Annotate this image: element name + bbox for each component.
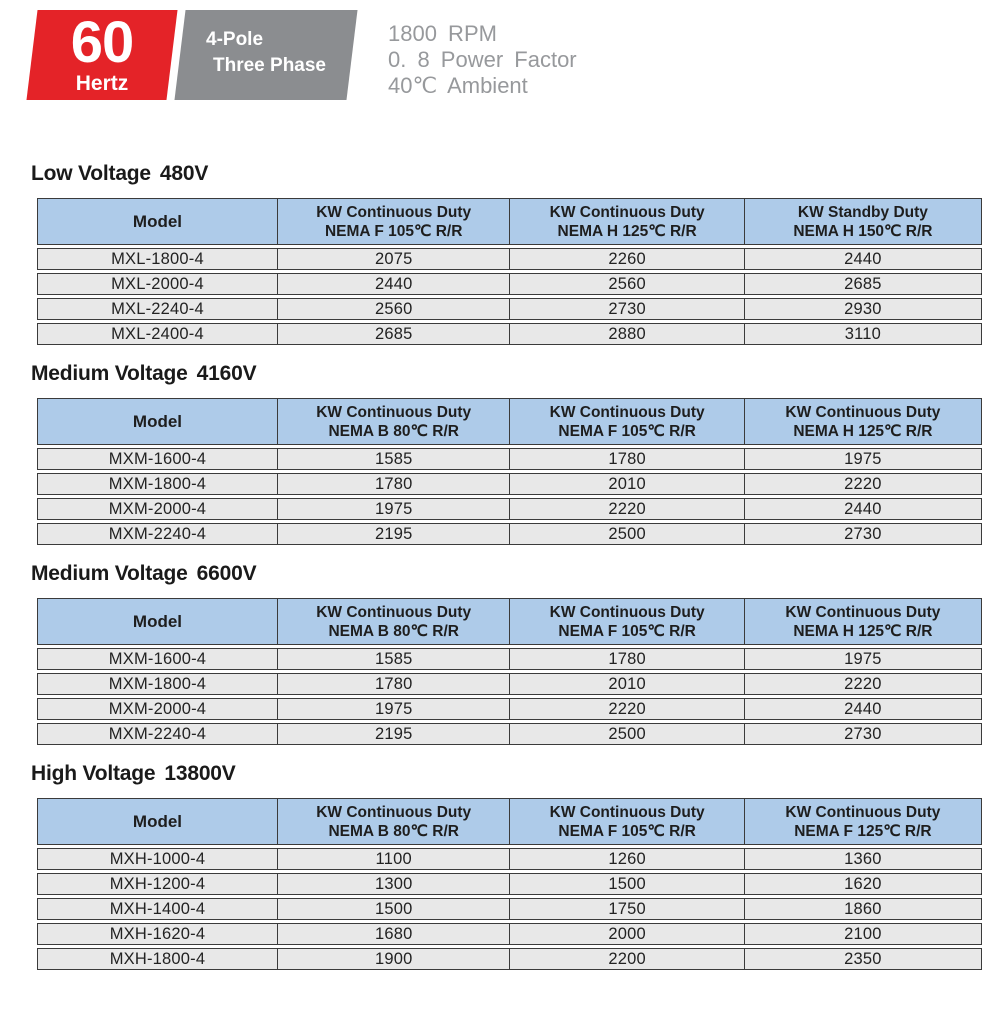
pole-phase-badge-content bbox=[180, 10, 352, 100]
header-row bbox=[37, 398, 982, 445]
tables-container bbox=[0, 162, 1005, 973]
section-title-voltage: 6600V bbox=[196, 562, 257, 585]
model-cell: MXL-2000-4 bbox=[37, 273, 278, 295]
kw-value-cell: 2440 bbox=[278, 273, 510, 295]
kw-value-cell: 2220 bbox=[745, 673, 982, 695]
table-row bbox=[37, 898, 982, 920]
model-cell: MXL-1800-4 bbox=[37, 248, 278, 270]
section-title bbox=[31, 762, 982, 786]
table-section-low-voltage-480v bbox=[31, 162, 982, 348]
kw-value-cell: 1780 bbox=[510, 648, 744, 670]
kw-value-cell: 1975 bbox=[278, 698, 510, 720]
model-cell: MXL-2240-4 bbox=[37, 298, 278, 320]
table-header bbox=[37, 398, 982, 445]
model-cell: MXL-2400-4 bbox=[37, 323, 278, 345]
model-cell: MXM-1600-4 bbox=[37, 448, 278, 470]
phase-label: Three Phase bbox=[213, 54, 326, 76]
kw-value-cell: 2685 bbox=[278, 323, 510, 345]
column-header-duty bbox=[278, 598, 510, 645]
model-cell: MXH-1000-4 bbox=[37, 848, 278, 870]
header-row bbox=[37, 798, 982, 845]
column-header-duty bbox=[278, 798, 510, 845]
section-title bbox=[31, 362, 982, 386]
header-line2: NEMA B 80℃ R/R bbox=[328, 422, 459, 440]
kw-value-cell: 2075 bbox=[278, 248, 510, 270]
model-cell: MXM-1600-4 bbox=[37, 648, 278, 670]
model-cell: MXM-1800-4 bbox=[37, 673, 278, 695]
kw-value-cell: 2195 bbox=[278, 523, 510, 545]
table-body bbox=[37, 248, 982, 345]
table-row bbox=[37, 848, 982, 870]
kw-value-cell: 2930 bbox=[745, 298, 982, 320]
header-line2: NEMA F 105℃ R/R bbox=[558, 822, 696, 840]
header-line1: Model bbox=[132, 212, 183, 231]
section-title bbox=[31, 162, 982, 186]
kw-value-cell: 2730 bbox=[745, 523, 982, 545]
kw-value-cell: 2010 bbox=[510, 673, 744, 695]
table-row bbox=[37, 698, 982, 720]
header-banner bbox=[0, 0, 1005, 104]
kw-value-cell: 1585 bbox=[278, 648, 510, 670]
kw-value-cell: 1585 bbox=[278, 448, 510, 470]
header-line1: KW Continuous Duty bbox=[549, 203, 705, 221]
table-body bbox=[37, 648, 982, 745]
header-line2: NEMA H 125℃ R/R bbox=[793, 622, 933, 640]
table-row bbox=[37, 323, 982, 345]
header-line1: KW Continuous Duty bbox=[316, 403, 472, 421]
table-row bbox=[37, 523, 982, 545]
kw-value-cell: 1975 bbox=[745, 448, 982, 470]
model-cell: MXM-2240-4 bbox=[37, 523, 278, 545]
model-cell: MXH-1200-4 bbox=[37, 873, 278, 895]
kw-value-cell: 2200 bbox=[510, 948, 744, 970]
model-cell: MXM-2000-4 bbox=[37, 498, 278, 520]
header-line1: KW Continuous Duty bbox=[785, 403, 941, 421]
section-title-label: Medium Voltage bbox=[31, 562, 188, 585]
kw-value-cell: 2195 bbox=[278, 723, 510, 745]
frequency-badge-content bbox=[32, 10, 172, 100]
kw-value-cell: 2220 bbox=[510, 498, 744, 520]
header-line2: NEMA F 105℃ R/R bbox=[558, 422, 696, 440]
kw-value-cell: 2730 bbox=[510, 298, 744, 320]
kw-value-cell: 1975 bbox=[278, 498, 510, 520]
header-line2: NEMA F 105℃ R/R bbox=[324, 222, 463, 240]
kw-value-cell: 1860 bbox=[745, 898, 982, 920]
kw-value-cell: 1750 bbox=[510, 898, 744, 920]
kw-value-cell: 2685 bbox=[745, 273, 982, 295]
header-line1: KW Continuous Duty bbox=[549, 603, 705, 621]
kw-value-cell: 1780 bbox=[510, 448, 744, 470]
kw-value-cell: 1500 bbox=[510, 873, 744, 895]
header-row bbox=[37, 598, 982, 645]
kw-value-cell: 1500 bbox=[278, 898, 510, 920]
column-header-duty bbox=[745, 398, 982, 445]
header-line2: NEMA H 150℃ R/R bbox=[793, 222, 933, 240]
column-header-duty bbox=[745, 198, 982, 245]
header-line1: KW Continuous Duty bbox=[549, 403, 705, 421]
header-line1: KW Continuous Duty bbox=[549, 803, 705, 821]
kw-value-cell: 2260 bbox=[510, 248, 744, 270]
table-header bbox=[37, 198, 982, 245]
table-row bbox=[37, 273, 982, 295]
column-header-model bbox=[37, 598, 278, 645]
kw-value-cell: 2440 bbox=[745, 698, 982, 720]
table-row bbox=[37, 298, 982, 320]
model-cell: MXH-1400-4 bbox=[37, 898, 278, 920]
kw-value-cell: 2880 bbox=[510, 323, 744, 345]
kw-value-cell: 2350 bbox=[745, 948, 982, 970]
kw-value-cell: 1900 bbox=[278, 948, 510, 970]
column-header-duty bbox=[510, 598, 744, 645]
table-section-medium-voltage-6600v bbox=[31, 562, 982, 748]
section-title-voltage: 480V bbox=[159, 162, 209, 185]
kw-value-cell: 2010 bbox=[510, 473, 744, 495]
ambient-text: 40℃ Ambient bbox=[388, 73, 528, 98]
kw-value-cell: 1620 bbox=[745, 873, 982, 895]
pole-phase-badge bbox=[174, 10, 357, 100]
kw-value-cell: 2560 bbox=[510, 273, 744, 295]
header-line1: Model bbox=[132, 412, 183, 431]
table-row bbox=[37, 673, 982, 695]
section-title bbox=[31, 562, 982, 586]
kw-value-cell: 2560 bbox=[278, 298, 510, 320]
power-factor-text: 0. 8 Power Factor bbox=[388, 47, 577, 72]
ratings-table-low-voltage-480v bbox=[37, 195, 982, 348]
header-line1: KW Continuous Duty bbox=[785, 803, 941, 821]
header-row bbox=[37, 198, 982, 245]
table-row bbox=[37, 648, 982, 670]
table-row bbox=[37, 473, 982, 495]
kw-value-cell: 2500 bbox=[510, 723, 744, 745]
header-line1: KW Standby Duty bbox=[797, 203, 928, 221]
table-row bbox=[37, 873, 982, 895]
header-line2: NEMA H 125℃ R/R bbox=[793, 422, 933, 440]
kw-value-cell: 2440 bbox=[745, 498, 982, 520]
header-line1: KW Continuous Duty bbox=[785, 603, 941, 621]
table-row bbox=[37, 248, 982, 270]
kw-value-cell: 2220 bbox=[510, 698, 744, 720]
column-header-model bbox=[37, 398, 278, 445]
model-cell: MXM-2240-4 bbox=[37, 723, 278, 745]
header-line1: Model bbox=[132, 812, 183, 831]
frequency-unit: Hertz bbox=[75, 72, 129, 96]
section-title-label: High Voltage bbox=[31, 762, 156, 785]
header-line1: KW Continuous Duty bbox=[316, 803, 472, 821]
header-line2: NEMA B 80℃ R/R bbox=[328, 822, 459, 840]
kw-value-cell: 2500 bbox=[510, 523, 744, 545]
ratings-table-medium-voltage-6600v bbox=[37, 595, 982, 748]
table-section-high-voltage-13800v bbox=[31, 762, 982, 973]
column-header-duty bbox=[510, 798, 744, 845]
column-header-model bbox=[37, 198, 278, 245]
table-body bbox=[37, 848, 982, 970]
kw-value-cell: 1975 bbox=[745, 648, 982, 670]
model-cell: MXH-1800-4 bbox=[37, 948, 278, 970]
section-title-label: Medium Voltage bbox=[31, 362, 188, 385]
column-header-duty bbox=[745, 598, 982, 645]
table-row bbox=[37, 948, 982, 970]
table-body bbox=[37, 448, 982, 545]
table-row bbox=[37, 723, 982, 745]
kw-value-cell: 2000 bbox=[510, 923, 744, 945]
kw-value-cell: 1780 bbox=[278, 473, 510, 495]
section-title-voltage: 13800V bbox=[164, 762, 236, 785]
kw-value-cell: 2440 bbox=[745, 248, 982, 270]
frequency-badge bbox=[26, 10, 177, 100]
kw-value-cell: 1300 bbox=[278, 873, 510, 895]
kw-value-cell: 1780 bbox=[278, 673, 510, 695]
table-section-medium-voltage-4160v bbox=[31, 362, 982, 548]
header-line2: NEMA B 80℃ R/R bbox=[328, 622, 459, 640]
model-cell: MXH-1620-4 bbox=[37, 923, 278, 945]
kw-value-cell: 1680 bbox=[278, 923, 510, 945]
section-title-voltage: 4160V bbox=[196, 362, 257, 385]
kw-value-cell: 1100 bbox=[278, 848, 510, 870]
header-line2: NEMA F 125℃ R/R bbox=[794, 822, 932, 840]
ratings-table-medium-voltage-4160v bbox=[37, 395, 982, 548]
table-row bbox=[37, 498, 982, 520]
column-header-duty bbox=[510, 198, 744, 245]
kw-value-cell: 2100 bbox=[745, 923, 982, 945]
header-line2: NEMA F 105℃ R/R bbox=[558, 622, 696, 640]
frequency-value: 60 bbox=[70, 9, 134, 75]
section-title-label: Low Voltage bbox=[31, 162, 151, 185]
column-header-duty bbox=[745, 798, 982, 845]
header-line1: KW Continuous Duty bbox=[316, 603, 472, 621]
header-line1: KW Continuous Duty bbox=[316, 203, 472, 221]
table-row bbox=[37, 923, 982, 945]
column-header-duty bbox=[510, 398, 744, 445]
rpm-text: 1800 RPM bbox=[388, 21, 497, 46]
model-cell: MXM-1800-4 bbox=[37, 473, 278, 495]
column-header-duty bbox=[278, 198, 510, 245]
column-header-model bbox=[37, 798, 278, 845]
table-header bbox=[37, 798, 982, 845]
pole-label: 4-Pole bbox=[206, 29, 264, 50]
ratings-table-high-voltage-13800v bbox=[37, 795, 982, 973]
column-header-duty bbox=[278, 398, 510, 445]
table-row bbox=[37, 448, 982, 470]
kw-value-cell: 1260 bbox=[510, 848, 744, 870]
model-cell: MXM-2000-4 bbox=[37, 698, 278, 720]
ratings-summary bbox=[388, 10, 577, 99]
kw-value-cell: 2220 bbox=[745, 473, 982, 495]
kw-value-cell: 3110 bbox=[745, 323, 982, 345]
table-header bbox=[37, 598, 982, 645]
header-line1: Model bbox=[132, 612, 183, 631]
kw-value-cell: 1360 bbox=[745, 848, 982, 870]
kw-value-cell: 2730 bbox=[745, 723, 982, 745]
header-line2: NEMA H 125℃ R/R bbox=[557, 222, 697, 240]
